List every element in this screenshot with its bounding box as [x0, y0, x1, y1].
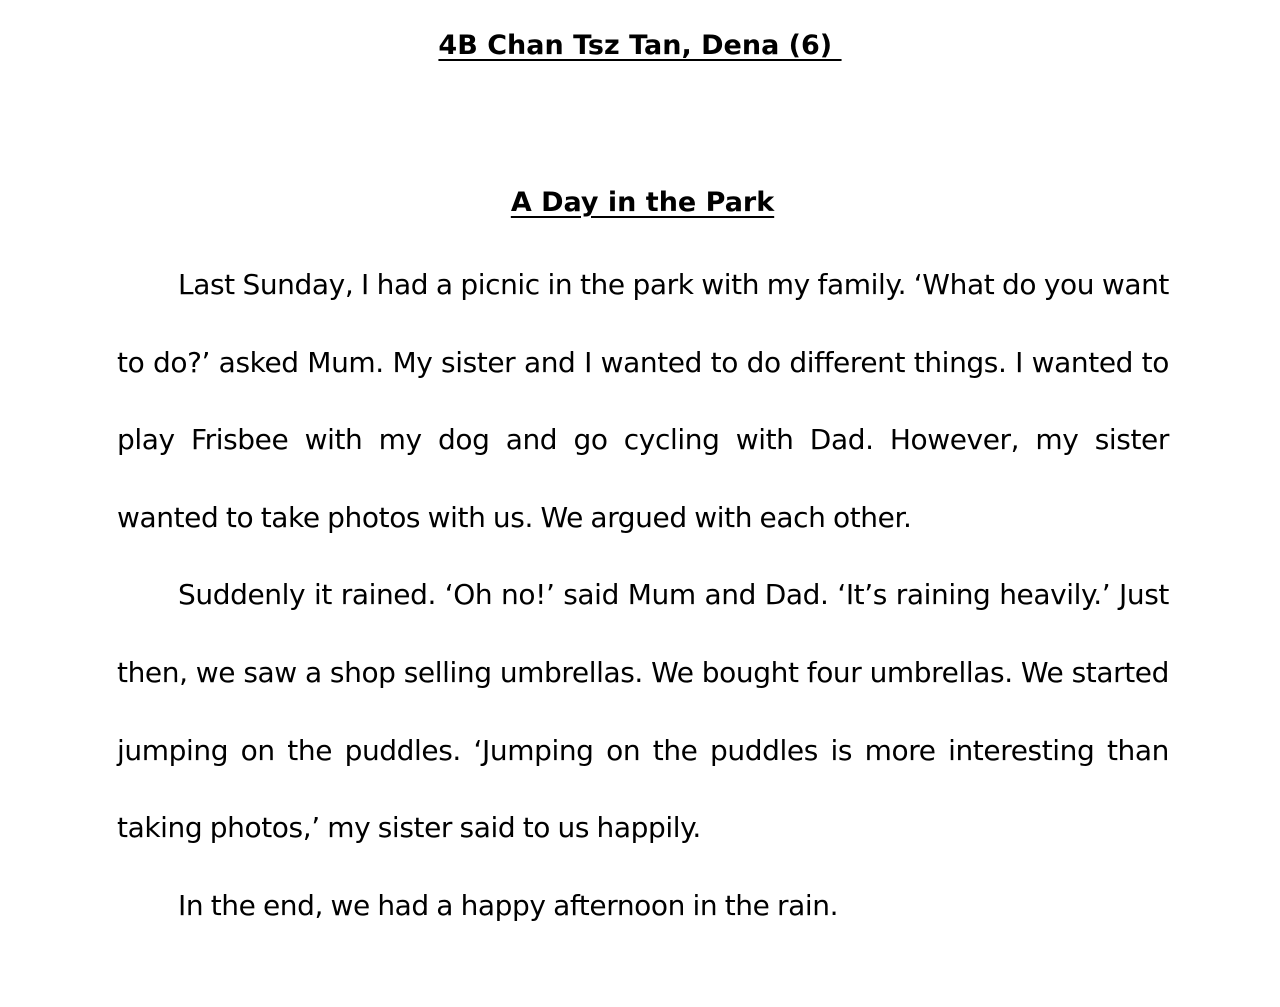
paragraph-3: In the end, we had a happy afternoon in the rain. [178, 888, 839, 922]
paragraph-2: Suddenly it rained. ‘Oh no!’ said Mum and Dad. ‘It’s raining heavily.’ Just then, we saw a shop selling umbrellas. We bought four umbrellas. We started jumping on the puddles. ‘Jumping on the puddles is more interesting than taking photos,’ my sister said to us happily. [117, 578, 1169, 845]
essay-body [117, 246, 1169, 944]
paragraph-1: Last Sunday, I had a picnic in the park with my family. ‘What do you want to do?’ asked Mum. My sister and I wanted to do different things. I wanted to play Frisbee with my dog and go cycling with Dad. However, my sister wanted to take photos with us. We argued with each other. [117, 268, 1169, 534]
author-line: 4B Chan Tsz Tan, Dena (6) [438, 30, 842, 61]
essay-title: A Day in the Park [510, 187, 775, 218]
